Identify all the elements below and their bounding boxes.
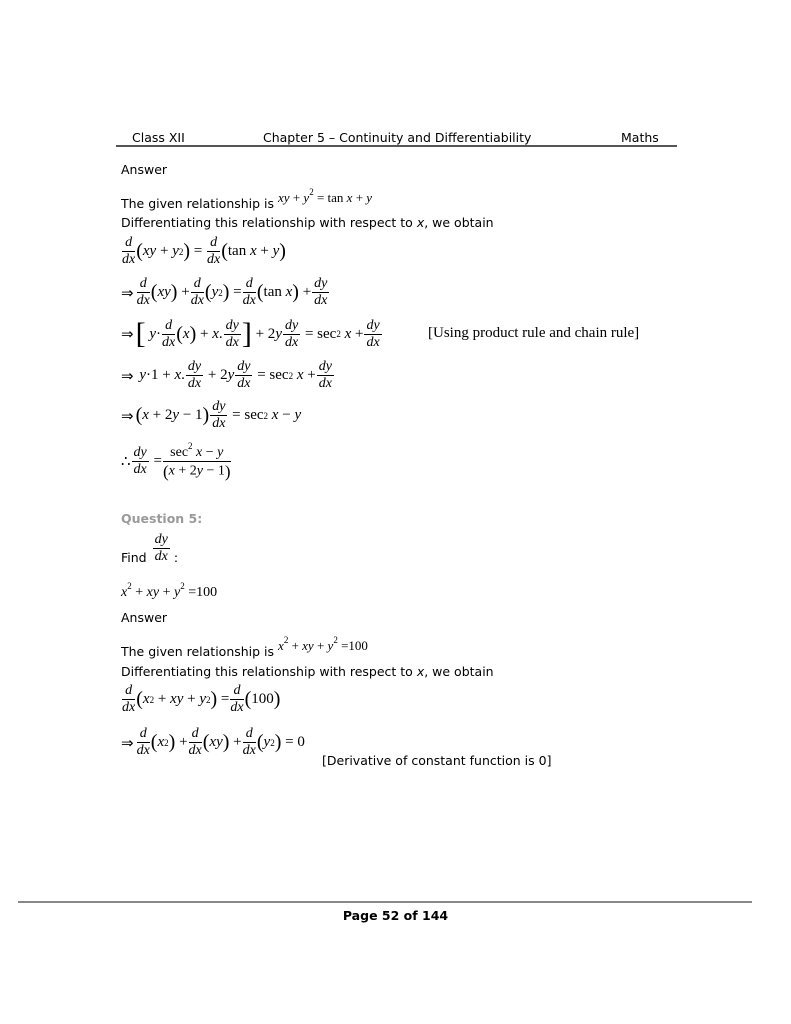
header-class: Class XII bbox=[132, 130, 185, 145]
answer-label: Answer bbox=[121, 162, 168, 177]
given-equation-2: $x^2$ + xy + $y^2 =100$ bbox=[278, 635, 368, 653]
question-5-label: Question 5: bbox=[121, 511, 203, 526]
math-step-2-1: $\frac{d}{dx}$ ( x 2 + xy + y 2 ) = $\frac{d}{dx}$ ( 100 ) bbox=[122, 683, 281, 715]
math-step-6-result: ∴ $\frac{dy}{dx}$ = $\frac{\sec^2 x - y}{(x + 2y - 1)}$ bbox=[121, 441, 231, 481]
math-step-5: ⇒ ( x + 2 y − 1 ) $\frac{dy}{dx}$ = sec 2 x − y bbox=[121, 399, 302, 431]
differentiating-intro: Differentiating this relationship with respect to x, we obtain bbox=[121, 215, 494, 230]
given-prefix: The given relationship is bbox=[121, 196, 275, 211]
find-dy-dx: Find $\frac{dy}{dx}$ : bbox=[121, 532, 179, 565]
footer-divider bbox=[18, 901, 752, 903]
given-relationship-text-2: The given relationship is $x^2$ + xy + $y^2 =100$ bbox=[121, 635, 368, 659]
constant-derivative-note: [Derivative of constant function is 0] bbox=[322, 753, 552, 768]
header-chapter: Chapter 5 – Continuity and Differentiability bbox=[263, 130, 532, 145]
differentiating-intro-2: Differentiating this relationship with respect to x, we obtain bbox=[121, 664, 494, 679]
product-chain-rule-note: [Using product rule and chain rule] bbox=[428, 325, 640, 341]
math-step-2: ⇒ $\frac{d}{dx}$ ( xy ) + $\frac{d}{dx}$ ( y 2 ) = $\frac{d}{dx}$ ( tan x ) + $\frac{dy}{dx}$ bbox=[121, 276, 328, 308]
find-label: Find bbox=[121, 550, 147, 565]
page-number: Page 52 of 144 bbox=[342, 908, 449, 923]
given-relationship-text bbox=[121, 187, 373, 212]
question-5-equation: $x^2$ + xy + $y^2 =100$ bbox=[121, 581, 218, 600]
header-divider bbox=[116, 145, 677, 147]
math-step-3: ⇒ [ y · $\frac{d}{dx}$ ( x ) + x . $\frac{dy}{dx}$ ] + 2 y $\frac{dy}{dx}$ = sec 2 x + $\frac{dy}{dx}$ bbox=[121, 317, 380, 350]
given-equation: xy + $y^2 = \tan x + y$ bbox=[278, 187, 373, 205]
math-step-1: $\frac{d}{dx}$ ( xy + y 2 ) = $\frac{d}{dx}$ ( tan x + y ) bbox=[122, 235, 286, 267]
math-step-2-2: ⇒ $\frac{d}{dx}$ ( x 2 ) + $\frac{d}{dx}$ ( xy ) + $\frac{d}{dx}$ ( y 2 ) = 0 bbox=[121, 726, 305, 758]
header-subject: Maths bbox=[621, 130, 659, 145]
math-step-4: ⇒ y ·1 + x . $\frac{dy}{dx}$ + 2 y $\frac{dy}{dx}$ = sec 2 x + $\frac{dy}{dx}$ bbox=[121, 359, 332, 391]
answer-label-2: Answer bbox=[121, 610, 168, 625]
